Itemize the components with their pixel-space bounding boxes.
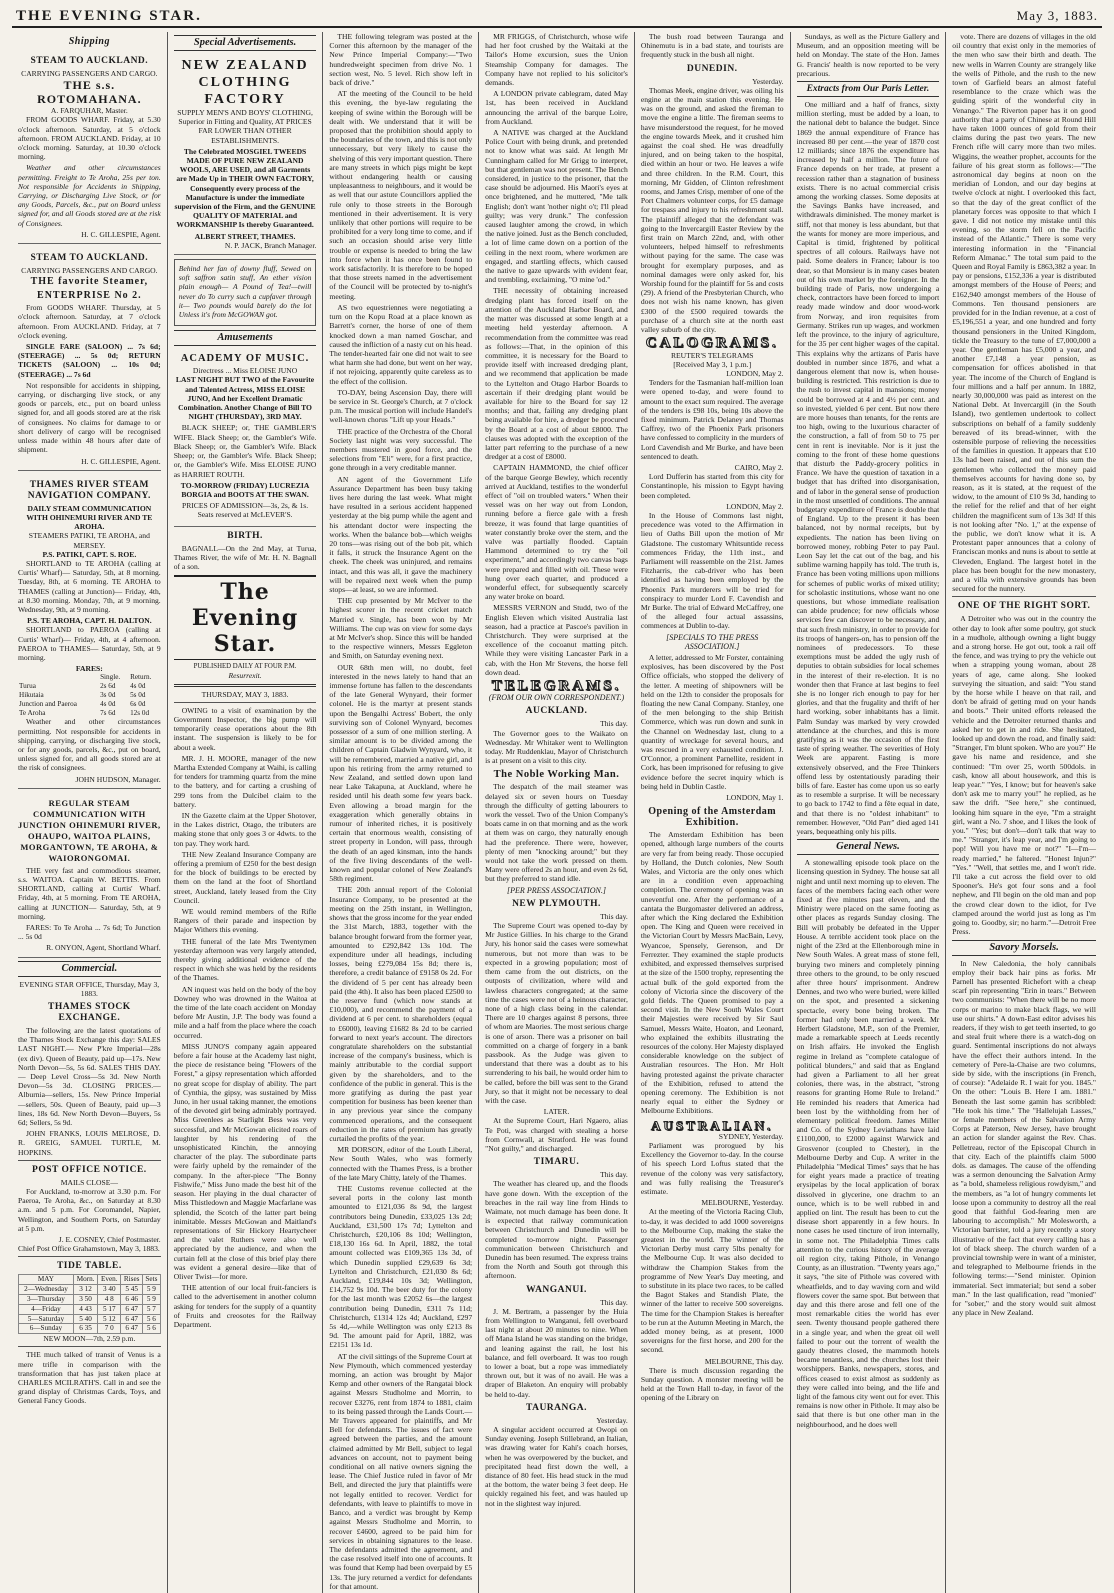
general-news-text: vote. There are dozens of villages in the old oil country that exist only in the memories of the men who saw their birth and death. The new wells in Warren County are strangely like the wells of Pithole, and the rush to the new town of Garfield bears an almost fateful resemblance to the craze which was the guiding spirit of the wonderful city in Venango." The Riverton paper has it on good authority that a party of Chinese at Round Hill have taken 1000 ounces of gold from their claims during the past two years. The new French rifle will carry more than two miles. Wiggins, the weather prophet, accounts for the failure of his great storm as follows:—"The astronomical day begins at noon on the meridian of London, and our day begins at twelve o'clock at night. I overlooked this fact, so that the day of the great conflict of the planetary forces was opposite to that which I gave. I did not notice my mistake until this evening, so the storm fell on the Pacific instead of the Atlantic." There is some very interesting information in the "Financial Reform Almanac." The total sum paid to the Queen and Royal Family is £863,382 a year. In pay or pensions, £152,336 a year is distributed amongst members of the House of Peers; and £162,940 amongst members of the House of Commons. Ten thousand pensioners are provided for in the Indian revenue, at a cost of £5,196,551 a year, and one hundred and forty thousand pensioners in the United Kingdom, tickle the Treasury to the tune of £7,000,000 a year. One gentleman has £5,000 a year, and another £7,148 a year pension, as compensation for offices abolished in that year. The income of the Church of England is four millions and a half per annum. In 1882, nearly 30,000,000 was paid as interest on the National Debt. At Invercargill (in the South Island), two gentlemen undertook to collect subscriptions on behalf of a family suddenly bereaved of its bread-winner, with the ostensible purpose of relieving the necessities of the families in question. It appears that £10 13s had been raised, and out of this sum the gentlemen who collected the money paid themselves accounts for having done so, by reason, as it is stated, at the request of the widow, to the amount of £10 9s 3d, handing to the relief for the relief and that of her eight children the magnificent sum of 13s 3d! If this is not looking after "No. 1," at the expense of the public, we don't know what it is. A Protestant paper announces that a colony of Franciscan monks and nuns is about to settle at Cleveden, England. The largest hotel in the place has been bought for the new monastery, and a villa with extensive grounds has been secured for the nunnery. [952, 32, 1096, 594]
amsterdam-heading: Opening of the Amsterdam Exhibition. [648, 806, 777, 829]
table-row: 5—Saturday 5 40 5 12 6 47 5 6 [19, 1314, 161, 1324]
cable-text: Lord Dufferin has started from this city for Constantinople, his mission to Egypt having been completed. [640, 472, 784, 500]
captain: A. FARQUHAR, Master. [50, 106, 128, 116]
press-association-label: [SPECIALS TO THE PRESS ASSOCIATION.] [666, 632, 759, 651]
amusements-heading: Amusements [174, 330, 317, 346]
column-4 [479, 32, 635, 1593]
savory-morsels-heading: Savory Morsels. [952, 940, 1096, 956]
table-row: Single. Return. [100, 673, 152, 682]
telegram-text: At the Supreme Court, Hari Ngaero, alias Te Poti, was charged with stealing a horse from Cornwall, at Stratford. He was found "Not guilty," and discharged. [485, 1116, 628, 1153]
news-paragraph: MR DORSON, editor of the Louth Liberal, New South Wales, who was formerly connected with the Thames Press, is a brother of the late Mary Chitty, lately of the Thames. [329, 1145, 473, 1182]
telegram-text: A singular accident occurred at Owopi on Sunday evening. Joseph Stillebrand, an Italian, was drawing water for Kahi's coach horses, when he was overpowered by the bucket, and precipitated head first down the well, a distance of 80 feet. His head stuck in the mud at the bottom, the water being 3 feet deep. He quickly regained his feet, and was hauled up not in the slightest way injured. [485, 1425, 628, 1508]
news-paragraph: THE practice of the Orchestra of the Choral Society last night was very successful. The members mustered in good force, and the selections from "Eli" were, for a first practice, gone through in a very creditable manner. [329, 426, 473, 473]
cable-text: Tenders for the Tasmanian half-million loan were opened to-day, and were found to amount to the exact sum required. The average of the tenders is £98 10s, being 10s above the fixed minimum. Patrick Delaney and Thomas Caffrey, two of the Phoenix Park prisoners have confessed to complicity in the murders of Lord Cavendish and Mr Burke, and have been sentenced to death. [640, 378, 784, 461]
factory-manager: N. P. JACK, Branch Manager. [224, 240, 317, 250]
ad-heading: THAMES RIVER STEAM NAVIGATION COMPANY. [27, 479, 151, 501]
news-paragraph: MR FRIGGS, of Christchurch, whose wife had her foot crushed by the Waitaki at the Tailor's Home excursion, sues the Union Steamship Company for damages. The Company have not replied to his solicitor's demands. [485, 32, 628, 88]
ad-nz-clothing [174, 54, 317, 255]
telegram-text: The Governor goes to the Waikato on Wednesday. Mr Whitaker went to Wellington today. Mr Ruddenklau, Mayor of Christchurch is at present on a visit to this city. [485, 728, 628, 766]
news-paragraph: TO-DAY, being Ascension Day, there will be service in St. George's Church, at 7 o'clock p.m. The musical portion will include Handel's well-known chorus "Lift up your Heads." [329, 387, 473, 425]
cable-text: A letter, addressed to Mr Forster, containing explosives, has been discovered by the Post Office officials, who stopped the delivery of the letter. A meeting of shipowners will be held on the 12th to consider the proposals for floating the new Canal Company. Stanley, one of the men belonging to the ship British Commerce, which was run down and sunk in the Channel on Wednesday last, clung to a quantity of wreckage for several hours, and was rescued in a very exhausted condition. J. O'Connor, a prominent Parnellite, resident in Cork, has been imprisoned for refusing to give evidence before the secret inquiry which is being held in Dublin Castle. [640, 653, 784, 791]
dateline-dunedin: DUNEDIN. [686, 63, 738, 74]
telegram-text: The bush road between Tauranga and Ohinemutu is in a bad state, and tourists are frequently stuck in the bush all night. [640, 32, 784, 60]
ship-name: THE s.s. ROTOMAHANA. [37, 78, 142, 107]
ad-text: THE very fast and commodious steamer, s.s. WAITOA. Captain W. BETTIS. From SHORTLAND, calling at Curtis' Wharf. Friday, 4th, at 5 morning. From TE AROHA, calling at JUNCTION— Saturday, 5th, at 9 morning. [18, 865, 161, 921]
table-header-row: MAY Morn. Even. Rises Sets [19, 1275, 161, 1285]
dateline-wanganui: WANGANUI. [526, 1284, 587, 1295]
ad-academy [174, 349, 317, 526]
fares-heading: FARES: [75, 664, 103, 674]
dateline-london: LONDON, May 2. [726, 368, 784, 378]
telegram-text: J. M. Bertram, a passenger by the Huia from Wellington to Wanganui, fell overboard last night at about 20 minutes to nine. When off Mana Island he was standing on the bridge, and leaning against the rail, he lost his balance, and fell overboard. It was too rough to lower a boat, but a rope was immediately thrown out, but it was of no avail. He was a draper of Blaketon. An enquiry will probably be held to-day. [485, 1306, 628, 1399]
special-ads-heading: Special Advertisements. [174, 35, 317, 51]
news-paragraph: CAPTAIN HAMMOND, the chief officer of the barque George Bewley, which recently arrived at Auckland, testifies to the wonderful effect of "oil on troubled waters." When their vessel was on her way out from London, running before a fierce gale with a fresh breeze, it was found that large quantities of water constantly broke over the stern, and the valve was partially flooded. Captain Hammond determined to try the "oil experiment," and accordingly two canvas bags were prepared and filled with oil. These were hung over each quarter, and produced a wonderful effect, for subsequently scarcely any water broke on board. [485, 463, 628, 602]
paris-letter-heading: Extracts from Our Paris Letter. [797, 81, 940, 97]
dateline-melbourne: MELBOURNE, This day. [704, 1356, 784, 1366]
dateline-day: Yesterday. [752, 76, 784, 86]
dateline-new-plymouth: NEW PLYMOUTH. [512, 898, 601, 909]
tide-table [18, 1274, 161, 1334]
masthead-title: THE EVENING STAR. [16, 8, 202, 24]
table-row: Hikutaia 3s 0d 5s 0d [19, 690, 146, 699]
paris-letter-text: One milliard and a half of francs, sixty million sterling, must be added by a loan, to the national debt to balance the budget. Since 1869 the annual expenditure of France has increased 80 per cent.—the year of 1870 cost 12 milliards; since 1876 the expenditure has increased by half a million. The future of France depends on her trade, at present a recession rather than a stagnation of business exists. There is no actual commercial crisis among the working classes. Some deposits at the Savings Banks have increased, and withdrawals diminished. The money market is stiff, not that money is less abundant, but that the wants for money are more imperious, and Capital is timid, frightened by political spectres of all colours. Railways have not paid. Some dealers in France; labour is too dear, so that Monsieur is in many cases beaten out of his own market by the foreigner. In the building trade of Paris, now undergoing a check, contractors have been forced to import ready made window and door wood-work from Norway, and iron requisites from Germany. Strikes run up wages, and workmen left the province, to the injury of agriculture, for the 35 per cent higher wages of the capital. This explains why the artizans of Paris have doubled in number since 1876, and what a dangerous element that now is, when house-building is restricted. This restriction is due to the rush to invest capital in mansions; money could be borrowed at 4 and 4½ per cent. and so invested, yielded 6 per cent. But now there are more houses than tenants, for the rents are too high, owing to the luxurious character of the construction, a fall of from 50 to 75 per cent in rent is inevitable. Nor is it just the coming to the front of these home questions that disturb the Paddy-grocery politics in France. We have the question of taxation in a budget that has drifted into disorganisation, and of labor in the general sense of production in the most unsettled of conditions. The annual budgetary expenditure of France is double that of England. Up to the present it has been balanced, not by normal receipts, but by expedients. The nation has been living on borrowed money, robbing Peter to pay Paul. Leon Say let the cat out of the bag, and his sublime warning happily has told. The truth is, France has been voting millions upon millions for schemes of public works of mixed utility; for scholastic institutions, whose want no one questions, but whose immediate realisation can abide prudence; for new officials whose services few can discover to be necessary, and that such fresh ministry, in order to provide for its troops of hangers-on, has to pension off the nominees of predecessors. To these exemptions must be added the ugly rush of deputies to obtain subsidies for local schemes in the interest of their re-election. It is no wonder then that France at last begins to feel she is no longer rich enough to pay for her glories, and that the frugality and thrift of her hard working, sober inhabitants has a limit. Palm Sunday was marked by very crowded attendance at the churches, and this is more gratifying as it was the occasion of the first taste of spring weather. The severities of Holy Week are apparent. Fasting is more extensively observed, and the Free Thinkers offend less by ostentatiously parading their bills of fare. Easter has come upon us so early as to resemble a surprise. It will be necessary to go back to 1742 to find a fête equal in date, and that there is no "oldest inhabitant" to remember. However, "Old Parr" died aged 141 years, bequeathing only his pills. [796, 100, 940, 837]
factory-address: ALBERT STREET, THAMES. [194, 231, 296, 241]
venus-ad: THE much talked of transit of Venus is a mere trifle in comparison with the transformation that has just taken place at CHARLES MCILRATH'S. Call in and see the grand display of Christmas Cards, Toys, and General Fancy Goods. [18, 1350, 161, 1406]
cable-text: The Amsterdam Exhibition has been opened, although large numbers of the courts are very far from being ready. Those occupied by Holland, the Dutch colonies, New South Wales, and Victoria are the only ones which are in a condition even approaching completion. The ceremony of opening was an uneventful one. After the performance of a cantata the Burgomaster delivered an address, after which the King declared the Exhibition open. The King and Queen were received in the Victorian Court by Messrs MacBain, Levy, Wyancoe, Spensely, Gerenson, and Dr Ferrezter. They examined the staple products exhibited, and expressed themselves surprised at the size of the 1500 trophy, representing the actual bulk of the gold exported from the colony of Victoria since the discovery of the gold fields. The Queen promised to pay a second visit. In the New South Wales Court their Majesties were received by Sir Saul Samuel, Messrs Waite, Hoaton, and Leonard, who explained the exhibits illustrating the resources of the colony. Her Majesty displayed considerable knowledge on the subject of Australian resources. The Hon. Mr Holt having protested against the private character of the Exhibition, refused to attend the opening ceremony. The Exhibition is not nearly equal to either the Sydney or Melbourne Exhibitions. [640, 830, 784, 1116]
leader-paragraph: IN the Gazette claim at the Upper Shotover, in the Lakes district, Otago, the tributers are making stone that only goes 3 or 4dwts. to the ton pay. They work hard. [173, 810, 317, 848]
schedule: SHORTLAND to TE AROHA (calling at Curtis' Wharf)— Saturday, 5th, at 8 morning. Tuesday, 8th, at 6 morning. TE AROHA to THAMES (calling at Junction)— Friday, 4th, at 8.30 morning. Monday, 7th, at 9 morning. Wednesday, 9th, at 9 morning. [18, 558, 161, 614]
masthead-date: May 3, 1883. [1016, 8, 1098, 23]
news-paragraph: THE necessity of obtaining increased dredging plant has forced itself on the attention of the Auckland Harbor Board, and the matter was discussed at some length at a meeting held yesterday afternoon. A recommendation from the committee was read as follows:—That, in the opinion of this committee, it is necessary for the Board to provide itself with increased dredging plant, and we recommend that application be made to the Lyttelton and Otago Harbor Boards to ascertain if their dredging plant would be available for hire to the Board for say 12 months; and that, failing any dredging plant being available for hire, a dredger be procured by the Board at a cost of about £8000. The clauses was adopted with the exception of the latter part referring to the purchase of a new dredger at a cost of £8000. [485, 286, 628, 462]
academy-tomorrow: TO-MORROW (FRIDAY) LUCREZIA BORGIA and BOOTS AT THE SWAN. [180, 480, 310, 499]
australian-heading: AUSTRALIAN. [651, 1117, 774, 1133]
schedule: FROM GOODS WHARF. Friday, at 5.30 o'clock afternoon. Saturday, at 5 o'clock afternoon. FROM AUCKLAND. Friday, at 10 o'clock morning. Saturday, at 10.30 o'clock morning. [18, 115, 161, 162]
post-sub: MAILS CLOSE— [60, 1177, 118, 1187]
news-paragraph: AT the civil sittings of the Supreme Court at New Plymouth, which commenced yesterday morning, an action was brought by Major Kemp and other owners of the Rangatai block against Messrs Studholme and Morrin, to recover £3276, rent from 1874 to 1881, claim to its being passed through the Lands Court.—Mr Travers appeared for plaintiffs, and Mr Bell for defendants. The issues of fact were agreed between the parties, and the amount claimed admitted by Mr Bell, subject to legal advances on account, not to payment being conditional on all native owners signing the lease. The Chief Justice ruled in favor of Mr Bell, and directed the jury that plaintiffs were not legally entitled to recover. Verdict for defendants, with leave to plaintiffs to move in Banco, and a verdict was brought by Kemp against Messrs Studholme and Morrin, to recover £4600, agreed to be paid him for services in obtaining signatures to the lease. The defendants admitted the agreement, and the case resolved itself into one of accounts. It was found that Kemp had been overpaid by £5 13s. The jury returned a verdict for defendants for that amount. [329, 1351, 473, 1591]
birth-heading: BIRTH. [227, 530, 263, 541]
later-label: LATER. [543, 1107, 570, 1117]
column-1 [12, 32, 168, 1593]
notice: Weather and other circumstances permitting. Freight to Te Aroha, 25s per ton. Not responsible for Accidents in Shipping, Carrying, or Discharging Live Stock, or for any Goods, Parcels, &c., put on Board unless signed for, and all Goods stored are at the risk of Consignees. [18, 163, 161, 228]
ad-heading: STEAM TO AUCKLAND. [30, 253, 149, 264]
cable-text: At the meeting of the Victoria Racing Club, to-day, it was decided to add 1000 sovereigns to the Melbourne Cup, making the stake the greatest in the world. The winner of the Victorian Derby must carry 5lbs penalty for the Melbourne Cup. It was also decided to withdraw the Champion Stakes from the programme of New Year's Day meeting, and to substitute in its place two races, to be called the Bagot Stakes and Standish Plate, the winner of the latter to receive 500 sovereigns. The time for the Champion Stakes is hereafter to be run at the Autumn Meeting in March, the added money being, as at present, 1000 sovereigns for the first horse, and 200 for the second. [640, 1207, 784, 1355]
post-office-date: Chief Post Office Grahamstown, May 3, 1883. [18, 1244, 160, 1254]
ad-subheading: CARRYING PASSENGERS AND CARGO. [21, 69, 158, 78]
agent: H. C. GILLESPIE, Agent. [81, 229, 161, 239]
press-association-label: [PER PRESS ASSOCIATION.] [507, 885, 606, 895]
news-paragraph: THE following telegram was posted at the Corner this afternoon by the manager of the New Prince Imperial Company:—"Two hundredweight specimen from drive No. 1 section west, No. 5 level. Rich show left in back of drive." [329, 32, 473, 88]
table-row: Te Aroha 7s 6d 12s 0d [19, 708, 150, 717]
leader-paragraph: THE New Zealand Insurance Company are offering a premium of £250 for the best design for the block of buildings to be erected by them on the land at the foot of Shortland street, Auckland, lately leased from the City Council. [173, 849, 317, 905]
dateline-day: This day. [600, 1297, 628, 1307]
moon-phase: NEW MOON—7th, 2.59 p.m. [43, 1334, 136, 1344]
right-sort-heading: ONE OF THE RIGHT SORT. [957, 601, 1091, 612]
news-paragraph: THE cup presented by Mr McIver to the highest scorer in the recent cricket match Married v. Single, has been won by Mr Williams. The cup was on view for some days at Mr McIver's shop. Since this will be handed to the respective winners, Messrs Eggleton and Smith, on Saturday evening next. [329, 596, 473, 661]
ad-text: DAILY STEAM COMMUNICATION WITH OHINEMURI RIVER AND TE AROHA. [26, 503, 153, 532]
cable-text: Parliament was prorogued by his Excellency the Governor to-day. In the course of his speech Lord Loftus stated that the revenue of the colony was very satisfactory, and was fully realising the Treasurer's estimate. [640, 1140, 784, 1196]
ship-patiki: P.S. PATIKI, CAPT. S. ROE. [42, 549, 137, 559]
columns [12, 32, 1102, 1591]
table-row: 2—Wednesday 3 12 3 40 5 45 5 9 [19, 1285, 161, 1295]
dateline-sydney: SYDNEY, Yesterday. [718, 1131, 784, 1141]
general-news-text: A stonewalling episode took place on the licensing question in Sydney. The house sat all night and until next morning up to eleven. The faces of the members facing each other were fixed at five minutes past eleven, and the Ministry were placed on the same footing as other places as regards Sunday closing. The Bill will probably be defeated in the Upper House. A terrible accident took place on the night of the 23rd at the Ellenborough mine in New South Wales. A great mass of stone fell, burying two miners and completely pinning three others to the ground, to be only rescued after three hours' imprisonment. Andrew Dennes, and two who were buried, were killed on the spot, and presented a sickening spectacle, every bone being broken. The former had only been married a week. Mr Herbert Gladstone, M.P., son of the Premier, made a remarkable speech at Leeds recently on Irish affairs. He invoked the English regime in Ireland as "complete catalogue of political blunders," and said that as England had given a Parliament to all her great colonies, there was, in the abstract, "strong reasons for granting Home Rule to Ireland." He reminded his readers that America had been lost by the withholding from her of elementary political freedom. James Miller and Co. of the Sydney Leviathans have laid £1100,000, to £2000 against Warwick and Grosvenor (coupled to Chester), in the Melbourne Derby and Cup. A writer in the Philadelphia "Medical Times" says that he has for eight years made a practice of treating erysipelas by the local application of borax dissolved in glycerine, one drachm to an ounce, which is to be well rubbed in and applied on lint. The result has been to cut the disease short apparently in a few hours. In none cases he used tincture of iron internally, in some not. The Philadelphia Times calls attention to the curious history of the average oil region city, taking Pithole, in Venango County, as an illustration. "Twenty years ago," it says, "the site of Pithole was covered with wheatfields, and to day waving corn and wild flowers cover the same spot. But between that day and this there arose and fell one of the most remarkable cities the world has ever seen. Twenty thousand people gathered there in a single year, and when the great oil well failed to pour out the torrent of wealth the gaudy theatres closed, the mammoth hotels became tenantless, and the churches lost their worshippers. Banks, newspapers, stores, and offices ceased to exist almost as suddenly as they were called into being, and the life and light of the famous city went out for ever. This remains is now other in Pithole. It may also be said that there is but one other man in the neighbourhood, and he does well [796, 858, 940, 1429]
reuters-label: REUTER'S TELEGRAMS [670, 350, 754, 360]
news-paragraph: THE 20th annual report of the Colonial Insurance Company, to be presented at the meeting on the 25th instant, in Wellington, shows that the gross income for the year ended the 31st March, 1883, together with the balance brought forward from the former year, amounted to £292,842 13s 10d. The expenditure under all headings, including losses, being £279,084 15s 8d; there is, therefore, a credit balance of £9158 0s 2d. For the dividend of 5 per cent has already been paid (the 4th). It also has been placed £2500 to the reserve fund (which now stands at £10,000), and recommend the payment of a dividend at 6 per cent. to shareholders (equal to £6000), leaving £1682 8s 2d to be carried forward to next year's account. The directors congratulate shareholders on the substantial increase of the company's business, which is mainly attributable to the cordial support given by the shareholders, and to the confidence of the public in general. This is the more gratifying as during the past year competition for business has been keener than in any previous year since the company commenced operations, and the consequent reduction in the rates of premium has greatly curtailed the profits of the year. [329, 885, 473, 1143]
ad-thames-river [18, 473, 161, 789]
masthead [12, 6, 1102, 28]
commercial-heading: Commercial. [18, 961, 161, 977]
tide-table-heading: TIDE TABLE. [56, 1261, 122, 1272]
post-text: For Auckland, to-morrow at 3.30 p.m. For Paeroa, Te Aroha, &c., on Saturday at 8.30 a.m. and 5 p.m. For Coromandel, Napier, Wellington, and Southern Ports, on Saturday at 5 p.m. [18, 1187, 161, 1233]
ad-rotomahana [18, 49, 161, 244]
tea-poem: Behind her fan of downy fluff, Sewed on soft saffron satin stuff, An ether vision plain enough— A Pound of Tea!—twill never do To curry such a cupfaver through it— Two pounds would barely do the lot Unless it's from McGOWAN got. [178, 264, 312, 320]
fares-table [18, 673, 161, 717]
news-paragraph: A NATIVE was charged at the Auckland Police Court with being drunk, and pretended not to know what was said. At length Mr Cunningham called for Mr Grigg to interpret, but that gentleman was not present. The Bench considered, in justice to the prisoner, that the case should be adjourned. His Maori's eyes at once brightened, and he muttered, "Me talk English; don't want 'nother night o't; I'll plead guilty; was very drunk." The confession caused laughter among the crowd, in which the native joined. Just as the Bench concluded, a lot of lime came down on a portion of the ceiling in the next room, where workmen are engaged, and startling effects, which caused the native to gaze upwards with evident fear, and trembling, exclaiming, "O mine 'od." [485, 128, 628, 285]
schedule: From GOODS WHARF. Thursday, at 5 o'clock afternoon. Saturday, at 7 o'clock afternoon. From AUCKLAND. Friday, at 7 o'clock evening. [18, 303, 161, 340]
column-6 [791, 32, 947, 1593]
cable-text: There is much discussion regarding the Sunday question. A monster meeting will be held at the Town Hall to-day, in favor of the opening of the Library on [640, 1365, 784, 1403]
dateline-london: LONDON, May 2. [726, 501, 784, 511]
manager: JOHN HUDSON, Manager. [75, 774, 161, 784]
dateline-tauranga: TAURANGA. [525, 1402, 588, 1413]
cable-text: Sundays, as well as the Picture Gallery and Museum, and an opposition meeting will be held on Monday. The state of the Hon. James G. Francis' health is now reported to be very precarious. [796, 32, 940, 78]
agent: H. C. GILLESPIE, Agent. [81, 456, 161, 466]
leader-paragraph: OWING to a visit of examination by the Government Inspector, the big pump will temporarily cease operations about the 8th instant. The suspension is likely to be for about a week. [173, 705, 317, 752]
news-paragraph: THE Customs revenue collected at the several ports in the colony last month amounted to £121,036 8s 9d, the largest contributors being Dunedin, £33,025 13s 2d; Auckland, £31,500 17s 7d; Lyttelton and Christchurch, £20,106 8s 10d; Wellington, £18,130 16s 6d. In April, 1882, the total amount collected was £109,365 13s 3d, of which Dunedin supplied £29,639 6s 3d; Lyttelton and Christchurch, £21,030 8s 6d; Auckland, £19,844 10s 3d; Wellington, £14,752 9s 10d. The beer duty for the colony for the last month was £2052 6s—the largest contribution being Dunedin, £311 7s 11d; Christchurch, £1314 12s 4d; Auckland, £297 5s 4d,—while Wellington was only £213 8s 9d. The amount paid for April, 1882, was £2151 13s 1d. [329, 1183, 473, 1350]
paper-motto: Resurrexit. [228, 671, 262, 681]
dateline-day: This day. [600, 719, 628, 729]
ad-heading: REGULAR STEAM COMMUNICATION WITH JUNCTION OHINEMURI RIVER, OHAUPO, WAITOA PLAINS, MORGANTOWN, TE AROHA, & WAIORONGOMAI. [18, 797, 161, 863]
table-row: Junction and Paeroa 4s 0d 6s 0d [19, 699, 146, 708]
telegram-text: The Supreme Court was opened to-day by Mr Justice Gillies. In his charge to the Grand Jury, his honor said the cases were somewhat numerous, but not more than was to be expected in a growing population; most of them came from the out districts, on the outposts of civilization, where wild and lawless characters congregated; at the same time the cases were not of a heinous character, none of a high class being in the calendar. There are 10 charges against 8 persons, three of whom are Maories. The most serious charge is one of arson. There was a prisoner on bail committed on a charge of forgery in a bank passbook. As the Judge was given to understand that there was a doubt as to his surrendering to his bail, he would order him to be called, before the bill was sent to the Grand Jury, so that it might not be necessary to deal with the case. [485, 921, 628, 1105]
notice: Not responsible for accidents in shipping, carrying, or discharging live stock, or any goods or parcels, etc., put on board unless signed for, and all goods stored are at the risk of consignees. No claims for damage to or short delivery of cargo will be recognised unless made within 48 hours after date of shipment. [18, 380, 161, 455]
leader-paragraph: THE attention of our local fruit-fanciers is called to the advertisement in another column asking for tenders for the supply of a quantity of Fruits and creosotes for the Railway Department. [173, 1283, 317, 1329]
ship-name: THE favorite Steamer, ENTERPRISE No 2. [30, 276, 149, 302]
news-paragraph: A LONDON private cablegram, dated May 1st, has been received in Auckland announcing the arrival of the barque Loire, from Auckland. [485, 89, 628, 126]
paper-title: The Evening Star. [174, 575, 317, 660]
dateline-auckland: AUCKLAND. [525, 706, 588, 717]
stock-quotes: The following are the latest quotations of the Thames Stock Exchange this day: SALES LAST NIGHT.— New P'kre Imperial—28s (ex div). Queen of Beauty, paid up—17s. New North Devon—5s, 5s 6d. SALES THIS DAY.— Deep Level Cross—5s 3d. New North Devon—5s 3d. CLOSING PRICES.— Alburnia—sellers, 15s. New Prince Imperial—sellers, 50s. Queen of Beauty, paid up—3 lines, 18s 6d. New North Devon—Buyers, 5s 6d; Sellers, 5s 9d. [18, 1026, 161, 1128]
table-row: 4—Friday 4 43 5 17 6 47 5 7 [19, 1304, 161, 1314]
academy-night: LAST NIGHT BUT TWO of the Favourite and Talented Actress, MISS ELOISE JUNO, And her Excellent Dramatic Combination. Another Change of Bill TO NIGHT (THURSDAY), 3RD MAY. [175, 375, 315, 422]
table-row: Turua 2s 6d 4s 0d [19, 682, 146, 691]
fares: SINGLE FARE (SALOON) ... 7s 6d; (STEERAGE) ... 5s 0d; RETURN TICKETS (SALOON) ... 10s 0d; (STEERAGE) ... 7s 6d [18, 342, 161, 379]
leader-paragraph: MISS JUNO'S company again appeared before a fair house at the Academy last night, the piece de resistance being "Flowers of the Forest," a gipsy representation which afforded no great scope for display of ability. The part of Cynthia, the gipsy, was sustained by Miss Juno, in her usual taking manner, the emotions of the devoted girl being admirably portrayed. Miss Greenlees as Starlight Bess was very successful, and Mr McGowan elicited roars of laughter by his rendering of the unsophisticated Kinchin, the annoying character of the play. The subordinate parts were fairly upheld by the remainder of the company. In the after-piece "The Bonny Fishwife," Miss Juno made the best hit of the season. Her playing in the dual character of Miss Thistledown and Maggie Macfarlane was splendid, the Scotch of the latter part being inimitable. Messrs McGowan and Maitland's representations of Sir Hickory Heartycheer and the valet Ruthers were also well appreciated by the audience, and when the curtain fell at the close of this brief play there was evident a general desire—like that of Oliver Twist—for more. [173, 1041, 317, 1281]
dateline-london: LONDON, May 1. [726, 793, 784, 803]
academy-bill: BLACK SHEEP; or, THE GAMBLER'S WIFE. Black Sheep; or, the Gambler's Wife. Black Sheep; or, the Gambler's Wife. Black Sheep; or, the Gambler's Wife. Black Sheep; or, the Gambler's Wife. Miss ELOISE JUNO as HARRIET ROUTH. [173, 423, 317, 479]
telegrams-heading: TELEGRAMS. [491, 678, 622, 695]
notice: Weather and other circumstances permitting. Not responsible for accidents in shipping, carrying, or discharging live stock, or for any goods, parcels, &c., put on board, unless signed for, and all goods stored are at the risk of consignees. [18, 717, 161, 773]
ad-tea-poem [174, 259, 317, 326]
noble-working-man-heading: The Noble Working Man. [493, 769, 620, 781]
leader-paragraph: AN inquest was held on the body of the boy Downey who was drowned in the Waitoa at the time of the late coach accident on Monday before Mr Austin, J.P. The body was found a mile and a half from the place where the coach occurred. [173, 984, 317, 1040]
leader-paragraph: THE funeral of the late Mrs Twentymen yesterday afternoon was very largely attended, thereby giving additional evidence of the respect in which she was held by the residents of the Thames. [173, 936, 317, 983]
ad-subheading: CARRYING PASSENGERS AND CARGO. [21, 266, 158, 276]
birth-notice: BAGNALL—On the 2nd May, at Turua, Thames River, the wife of Mr. H. N. Bagnall of a son. [173, 543, 317, 571]
dateline-day: Yesterday. [596, 1415, 628, 1425]
postmaster: J. E. COSNEY, Chief Postmaster. [58, 1235, 161, 1245]
telegrams-subheading: (FROM OUR OWN CORRESPONDENT.) [488, 693, 625, 703]
table-row: 3—Thursday 3 50 4 8 6 46 5 9 [19, 1295, 161, 1305]
shipping-heading: Shipping [68, 36, 110, 47]
received-label: [Received May 3, 1 p.m.] [673, 359, 752, 369]
dateline-day: This day. [600, 1170, 628, 1180]
column-5 [635, 32, 791, 1593]
dateline-day: This day. [600, 911, 628, 921]
column-2 [168, 32, 324, 1593]
news-paragraph: OUR 68th men will, no doubt, feel interested in the news lately to hand that an immense fortune has fallen to the descendants of the late General Wynyard, their former colonel. He is the martyr at present stands upon the Bengalhi Actress' Bobert, the only surviving son of Colonel Wynyard, becomes possessor of a sum of one million sterling. A similar amount is to be divided among the children of Captain Gladwin Wynyard, who, it will be remembered, married a native girl, and upon his retiring from the army returned to New Zealand, and settled down upon land near Lake Takapuna, at Auckland, where he resided until his death some few years back. Even allowing a broad margin for the exaggeration which generally obtains in rumour of inherited riches, it is positively certain that enormous wealth, consisting of street property in London, will pass, through the death of an aged kinsman, into the hands of the five living descendants of the well-known and popular colonel of New Zealand's 58th regiment. [329, 662, 473, 884]
dateline-melbourne: MELBOURNE, Yesterday. [701, 1198, 784, 1208]
paper-subtitle: PUBLISHED DAILY AT FOUR P.M. [193, 663, 297, 671]
ad-ships: STEAMERS PATIKI, TE AROHA, and MERSEY. [28, 531, 150, 550]
paper-date: THURSDAY, MAY 3, 1883. [201, 689, 289, 699]
stock-exchange-heading: THAMES STOCK EXCHANGE. [48, 1002, 131, 1023]
brokers: JOHN FRANKS, LOUIS MELROSE, D. R. GREIG, SAMUEL TURTLE, M. HOPKINS. [18, 1129, 161, 1157]
telegram-text: Thomas Meek, engine driver, was oiling his engine at the main station this evening. He was on the ground, and asked the fireman to move the engine a little. The fireman seems to have misunderstood the request, for he moved the engine towards Meek, and it crushed him against the coal shed. He was dreadfully injured, and on being taken to the hospital, died within an hour or two. He leaves a wife and three children. In the R.M. Court, this morning, Mr Gidden, of Clinton refreshment rooms, and James Crisp, member of one of the Port Chalmers volunteer corps, for £5 damage for trespass and injury to his refreshment stall. The plaintiff alleged that the defendant was going to the Invercargill Easter Review by the first train on March 22nd, and, with other volunteers, helped himself to refreshments without paying for the same. The case was brought for exemplary purposes, and as nominal damages were only asked for, his Worship found for the plaintiff for 5s and costs (29). A friend of the Presbyterian Church, who does not wish his name known, has given £300 of the £500 required towards the purchase of a church site at the north east valley suburb of the city. [640, 85, 784, 335]
factory-name: NEW ZEALAND CLOTHING FACTORY [181, 58, 309, 107]
dateline-cairo: CAIRO, May 2. [734, 462, 784, 472]
story-text: A Detroiter who was out in the country the other day to look after some poultry, got stuck in a mudhole, although owning a light buggy and a strong horse. He got out, took a rail off the fence, and was trying to pry the vehicle out when a strapping young woman, about 28 years of age, came along. She looked surveying the situation, and said: "You stand by the horse while I heave on that rail, and don't be afraid of getting mud on your hands and boots." Their united efforts released the vehicle and the Detroiter returned thanks and asked her to get in and ride. She hesitated, looked up and down the road, and finally said: "Stranger, I'm blunt spoken. Who are you?" He gave his name and residence, and she continued: "I'm over 25, worth 500dols. in cash, know all about housework, and this is leap year." "Yes, I know; but for heaven's sake don't ask me to marry you!" he replied, as he saw the drift. "See here," she continued, looking him square in the eye, "I'm a straight girl, want a No. 7 shoe, and I likes the look of you." "Yes; but don't—don't talk that way to me." "Stranger, it's leap year, and I'm going to pop! Will you have me or not?" "I—I'm—ready married," he faltered. "Honest Injun?" "Yes." "Well, that settles me, and I won't ride. I'll take a cut across the field over to old Spooner's. He's got four sons and a fool nephew, and I'll begin on the old man and pop the crowd clear down to the idiot, for I've clamped around the world just as long as I'm going to. Goodby, sir; no harm."—Detroit Free Press. [952, 614, 1096, 937]
column-3 [323, 32, 479, 1593]
factory-supply: SUPPLY MEN'S AND BOYS' CLOTHING, Superior in Fitting and Quality, AT PRICES FAR LOWER THAN OTHER ESTABLISHMENTS. [177, 108, 313, 145]
news-paragraph: MESSRS VERNON and Studd, two of the English Eleven which visited Australia last season, had a practice at Pascoe's pavilion in Christchurch. They were surprised at the excellence of the cocoanut matting pitch. While they were visiting Lancaster Park in a cab, with the Hon Mr Stevens, the horse fell down dead. [485, 603, 628, 677]
telegram-text: The weather has cleared up, and the floods have gone down. With the exception of the breaches in the rail way line from Hinds to Waimate, not much damage has been done. It is expected that railway communication between Christchurch and Dunedin will be completed to-morrow night. Passenger communication between Christchurch and Dunedin has been resumed. The express trains from the North and South got through this afternoon. [485, 1179, 628, 1281]
schedule: SHORTLAND to PAEROA (calling at Curtis' Wharf)— Friday, 4th, at 4 afternoon. PAEROA to THAMES— Saturday, 5th, at 9 morning. [18, 625, 161, 662]
leader-paragraph: WE would remind members of the Rifle Rangers of their parade and inspection by Major Withers this evening. [173, 907, 317, 935]
ship-te-aroha: P.S. TE AROHA, CAPT. H. DALTON. [27, 616, 152, 626]
ad-waitoa [18, 791, 161, 958]
dateline-timaru: TIMARU. [533, 1157, 580, 1168]
agent: R. ONYON, Agent, Shortland Wharf. [46, 943, 161, 953]
news-paragraph: AS two equestriennes were negotiating a turn on the Kopu Road at a place known as Barrett's corner, the horse of one of them knocked down a man named Goschar, and caused the infliction of a nasty cut on his head. The tender-hearted fair one did not wait to see what harm she had done, but went on her way, if not rejoicing, apparently quite careless as to the effect of the collision. [329, 302, 473, 386]
post-office-heading: POST OFFICE NOTICE. [32, 1164, 147, 1175]
news-paragraph: AT the meeting of the Council to be held this evening, the bye-law regulating the keeping of swine within the Borough will be dealt with. We understand that it will be proposed that the prohibition should apply to the boundaries of the town, and this is not only unnecessary, but very likely to cause the shelving of this very important question. There are many streets in which pigs might be kept without endangering health or causing unpleasantness to neighbours, and it would be as well that our astute Councillors applied the rule only to those streets in the Borough mentioned in their advertisement. It is very unlikely that other portions will require to be prohibited for a very long time to come, and if such an occasion should arise very little trouble or expense is needed to bring the law into force when it has once been found to work satisfactorily. It is therefore to be hoped that those streets named in the advertisement of the Council will be protected by to-night's meeting. [329, 89, 473, 301]
table-row: 6—Sunday 6 35 7 0 6 47 5 6 [19, 1324, 161, 1334]
leader-paragraph: MR. J. H. MOORE, manager of the new Martha Extended Company at Waihi, is calling for tenders for tramming quartz from the mine to the battery, and for carting a crushing of 299 tons from the Dulcibel claim to the battery. [173, 753, 317, 809]
cable-text: In the House of Commons last night, precedence was voted to the Affirmation in lieu of Oaths Bill upon the motion of Mr Gladstone. The customary Whitsuntide recess commences Friday, the 11th inst., and Parliament will reassemble on the 21st. James Fitzharris, the cab-driver who has been identified as having been employed by the Phoenix Park murderers will be tried for conspiracy to murder Lord F. Cavendish and Mr Burke. The trial of Edward McCaffrey, one of the alleged four actual assassins, commences at Dublin to-day. [640, 510, 784, 631]
news-paragraph: AN agent of the Government Life Assurance Department has been busy taking lives here during the last week. What might have resulted in a serious accident happened yesterday at the big pump while the agent and his attendant doctor were inspecting the works. When the balance bob—which weighs 20 tons—was rising out of the bob pit, which it falls, it struck the Insurance Agent on the cheek. The cheek was uninjured, and remains intact, and this was all, it gave the machinery will be repaired next week when the pump stops—at least, so we are informed. [329, 474, 473, 594]
telegram-text: The despatch of the mail steamer was delayed six or seven hours on Tuesday through the difficulty of getting labourers to work the vessel. Two of the Union Company's boats came in on that morning and as the work at them was on cargo, they naturally enough had the preference. There were, however, plenty of men "knocking around;" but they would not take the work pressed on them. Many were offered 2s an hour, and even 2s 6d, but they preferred to stand idle. [485, 782, 628, 884]
ad-heading: STEAM TO AUCKLAND. [30, 56, 149, 66]
academy-prices: PRICES OF ADMISSION—3s, 2s, & 1s. Seats reserved at McLEVER'S. [181, 501, 309, 520]
general-news-heading: General News. [797, 839, 940, 855]
academy-name: ACADEMY OF MUSIC. [180, 353, 310, 365]
calograms-heading: CALOGRAMS. [645, 335, 779, 352]
academy-director: Directress ... Miss ELOISE JUNO [192, 366, 298, 376]
column-7 [946, 32, 1102, 1593]
factory-tweeds: The Celebrated MOSGIEL TWEEDS MADE OF PURE NEW ZEALAND WOOLS, ARE USED, and all Garments are Made Up in THEIR OWN FACTORY, Consequently every process of the Manufacture is under the immediate supervision of the Firm, and the GENUINE QUALITY OF MATERIAL and WORKMANSHIP Is thereby Guaranteed. [174, 146, 316, 230]
morsels-text: In New Caledonia, the holy cannibals employ their back hair pins as forks. Mr Parnell has presented Richefort with a cheap scarf pin representing "Erin in tears." Between two communists: "When there will be no more corps or marino to make black flags, we will use our shirts." A down-East editor advises his readers, if they wish to get teeth inserted, to go and steal fruit where there is a watch-dog on guard. Sentimental inscriptions do not always have the effect their authors intend. In the cemetery of Pere-la-Chaise are two columns, side by side, with the inscriptions (in French, of course): "Adelaide R. I wait for you. 1845." On the other: "Louis B. Here I am. 1881." Beneath the last some gamin has scribbled: "He took his time." The "Hallelujah Lasses," or female members of the Salvation Army Corps at Paterson, New Jersey, have brought an action for slander against the Rev. Chas. Pelletreau, rector of the Episcopal Church in that city. Each of the plaintiffs claim 5000 dols. as damages. The cause of the offending was a sermon denouncing the Salvation Army as "a bold, shameless religious rowdyism," and the members, as "a lot of hungry comments let loose upon a community to destroy all the real good that faithful God-fearing men are labouring to accomplish." Mr Molesworth, a Victorian barrister, told a jury recently a story illustrative of the fact that every calling has a lot of black sheep. The church warden of a provincial township were in want of a minister, and telegraphed to Melbourne friends in the following terms:—"Send minister. Opinion immaterial. Sect immaterial; but send a sober man." In the last qualification, read "monied" for "sober," and the story would suit almost any place in New Zealand. [952, 958, 1096, 1318]
ad-enterprise [18, 246, 161, 471]
office-dateline: EVENING STAR OFFICE, Thursday, May 3, 1883. [19, 979, 160, 998]
fares: FARES: To Te Aroha ... 7s 6d; To Junction ... 5s 0d [18, 922, 161, 942]
